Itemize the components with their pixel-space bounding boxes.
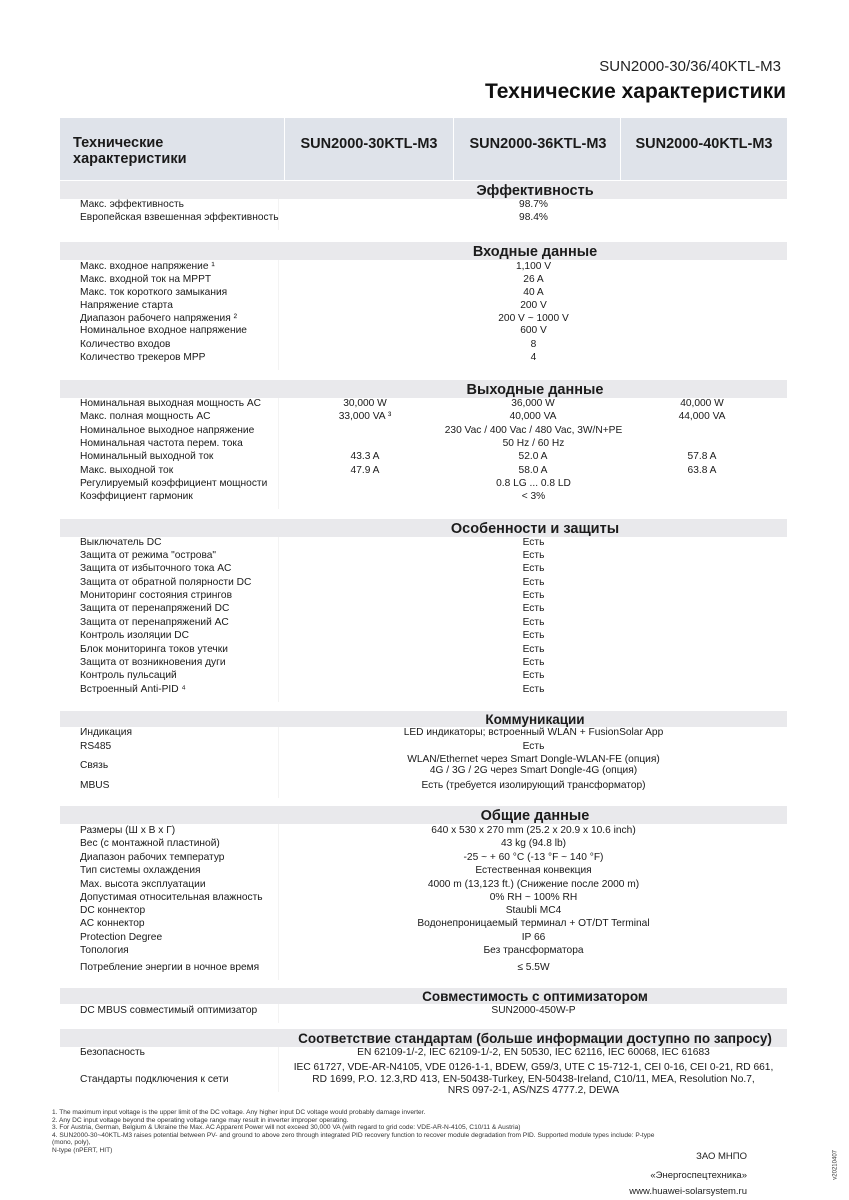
footnotes (52, 1109, 654, 1155)
spec-label: Защита от перенапряжений AC (80, 617, 229, 628)
spec-label: DC коннектор (80, 905, 146, 916)
spec-label: Коэффициент гармоник (80, 491, 193, 502)
spec-table-header (60, 118, 787, 180)
spec-value: 43 kg (94.8 lb) (500, 838, 567, 849)
section-title-efficiency: Эффективность (476, 183, 594, 199)
spec-value-v3: 40,000 W (680, 398, 724, 409)
spec-label: Мониторинг состояния стрингов (80, 590, 233, 601)
spec-value: EN 62109-1/-2, IEC 62109-1/-2, EN 50530, IEC 62116, IEC 60068, IEC 61683 (357, 1047, 710, 1058)
spec-label: Защита от режима "острова" (80, 550, 217, 561)
spec-value: Есть (522, 617, 545, 628)
spec-label: Европейская взвешенная эффективность (80, 212, 279, 223)
spec-value: Есть (требуется изолирующий трансформатор) (421, 780, 646, 791)
section-title-standards: Соответствие стандартам (больше информации доступно по запросу) (298, 1031, 772, 1046)
spec-label: Protection Degree (80, 932, 163, 943)
spec-label: Количество трекеров MPP (80, 352, 206, 363)
spec-label: Блок мониторинга токов утечки (80, 644, 228, 655)
spec-value-v2: 52.0 A (518, 451, 548, 462)
spec-value: 230 Vac / 400 Vac / 480 Vac, 3W/N+PE (444, 425, 623, 436)
spec-value-v1: 30,000 W (343, 398, 387, 409)
spec-value: Есть (522, 603, 545, 614)
spec-value: Есть (522, 657, 545, 668)
spec-label: Регулируемый коэффициент мощности (80, 478, 268, 489)
spec-value-v2: 36,000 W (511, 398, 555, 409)
spec-label: Встроенный Anti-PID ⁴ (80, 684, 186, 695)
spec-value: Есть (522, 644, 545, 655)
section-title-protection: Особенности и защиты (450, 521, 620, 537)
spec-value: Есть (522, 563, 545, 574)
spec-label: Макс. ток короткого замыкания (80, 287, 228, 298)
spec-label: RS485 (80, 741, 112, 752)
footnote: 3. For Austria, German, Belgium & Ukraine the Max. AC Apparent Power will not exceed 30,000 VA (with regard to grid code: VDE-AR-N-4105, C10/11 & Austria) (52, 1124, 521, 1132)
spec-value: 40 A (523, 287, 544, 298)
spec-label: Топология (80, 945, 129, 956)
spec-label: Защита от перенапряжений DC (80, 603, 230, 614)
spec-value-v2: 40,000 VA (509, 411, 557, 422)
spec-value: 600 V (520, 325, 547, 336)
spec-value: 98.7% (519, 199, 548, 210)
column-divider (278, 1047, 279, 1092)
spec-value-v1: 33,000 VA ³ (338, 411, 392, 422)
spec-label: Связь (80, 760, 109, 771)
section-title-communication: Коммуникации (485, 712, 585, 727)
spec-label: Номинальное выходное напряжение (80, 425, 255, 436)
spec-value: 50 Hz / 60 Hz (502, 438, 565, 449)
spec-label: MBUS (80, 780, 110, 791)
footnote: N-type (nPERT, HIT) (52, 1146, 113, 1154)
spec-value: ≤ 5.5W (517, 962, 550, 973)
spec-label: Безопасность (80, 1047, 145, 1058)
spec-label: Размеры (Ш x В x Г) (80, 825, 176, 836)
spec-label: Контроль пульсаций (80, 670, 177, 681)
section-title-input: Входные данные (472, 244, 598, 260)
column-divider (278, 537, 279, 702)
spec-value: Есть (522, 670, 545, 681)
spec-label: Макс. эффективность (80, 199, 184, 210)
page-title: Технические характеристики (484, 80, 786, 103)
model-subtitle: SUN2000-30/36/40KTL-M3 (599, 58, 781, 75)
spec-label: Защита от возникновения дуги (80, 657, 226, 668)
footnote: 2. Any DC input voltage beyond the operating voltage range may result in inverter improper operating. (52, 1116, 349, 1124)
spec-label: Тип системы охлаждения (80, 865, 201, 876)
spec-value: 4000 m (13,123 ft.) (Снижение после 2000 m) (427, 879, 640, 890)
spec-value: 200 V ~ 1000 V (498, 313, 569, 324)
spec-value-v3: 57.8 A (687, 451, 717, 462)
section-title-optimizer: Совместимость с оптимизатором (422, 989, 648, 1004)
spec-value: Есть (522, 684, 545, 695)
spec-value: Есть (522, 577, 545, 588)
spec-label: Выключатель DC (80, 537, 162, 548)
spec-value-v1: 47.9 A (350, 465, 380, 476)
spec-value: 26 A (523, 274, 544, 285)
spec-value: Есть (522, 630, 545, 641)
spec-label: Защита от обратной полярности DC (80, 577, 252, 588)
footer-brand: «Энергоспецтехника» (650, 1170, 747, 1181)
spec-value: Есть (522, 537, 545, 548)
spec-value: IP 66 (521, 932, 546, 943)
column-divider (278, 1004, 279, 1023)
spec-value: Есть (522, 590, 545, 601)
column-divider (278, 260, 279, 370)
spec-value-v3: 63.8 A (687, 465, 717, 476)
spec-value: Есть (522, 550, 545, 561)
spec-value: 98.4% (519, 212, 548, 223)
spec-value: 1,100 V (515, 261, 552, 272)
header-model-36: SUN2000-36KTL-M3 (469, 136, 607, 152)
spec-label: Диапазон рабочих температур (80, 852, 225, 863)
spec-label: Допустимая относительная влажность (80, 892, 263, 903)
spec-value: SUN2000-450W-P (491, 1005, 576, 1016)
spec-label: AC коннектор (80, 918, 145, 929)
header-model-30: SUN2000-30KTL-M3 (300, 136, 438, 152)
spec-value-v1: 43.3 A (350, 451, 380, 462)
spec-value: -25 ~ + 60 °C (-13 °F ~ 140 °F) (463, 852, 604, 863)
spec-value: 640 x 530 x 270 mm (25.2 x 20.9 x 10.6 inch) (431, 825, 636, 836)
spec-label: Номинальный выходной ток (80, 451, 214, 462)
spec-label: Макс. входной ток на MPPT (80, 274, 212, 285)
column-divider (278, 824, 279, 980)
spec-label: Макс. выходной ток (80, 465, 174, 476)
column-divider (278, 727, 279, 798)
spec-value: LED индикаторы; встроенный WLAN + FusionSolar App (403, 727, 664, 738)
spec-label: Max. высота эксплуатации (80, 879, 206, 890)
spec-label: Индикация (80, 727, 132, 738)
spec-value: Водонепроницаемый терминал + OT/DT Terminal (417, 918, 650, 929)
spec-label: Потребление энергии в ночное время (80, 962, 260, 973)
spec-value: Естественная конвекция (475, 865, 592, 876)
spec-value: Без трансформатора (483, 945, 584, 956)
spec-label: Стандарты подключения к сети (80, 1074, 229, 1085)
spec-value: 8 (530, 339, 537, 350)
spec-value-2: 4G / 3G / 2G через Smart Dongle-4G (опция) (429, 765, 638, 776)
spec-label: Макс. входное напряжение ¹ (80, 261, 215, 272)
spec-value: < 3% (521, 491, 546, 502)
footnote: 1. The maximum input voltage is the upper limit of the DC voltage. Any higher input DC voltage would probably damage inverter. (52, 1109, 426, 1116)
spec-label: DC MBUS совместимый оптимизатор (80, 1005, 258, 1016)
spec-label: Номинальная частота перем. тока (80, 438, 243, 449)
spec-label: Защита от избыточного тока AC (80, 563, 232, 574)
spec-value: 0.8 LG ... 0.8 LD (496, 478, 571, 489)
spec-label: Контроль изоляции DC (80, 630, 189, 641)
spec-value: Есть (522, 741, 545, 752)
spec-label: Номинальная выходная мощность AC (80, 398, 262, 409)
spec-value: 4 (530, 352, 537, 363)
footer-company: ЗАО МНПО (696, 1151, 747, 1162)
spec-value: 0% RH ~ 100% RH (489, 892, 578, 903)
column-divider (278, 398, 279, 509)
spec-label: Вес (с монтажной пластиной) (80, 838, 220, 849)
spec-label: Диапазон рабочего напряжения ² (80, 313, 237, 324)
spec-value-line: RD 1699, P.O. 12.3,RD 413, EN-50438-Turkey, EN-50438-Ireland, C10/11, MEA, Resolution No.7, (312, 1073, 755, 1085)
spec-value-v3: 44,000 VA (678, 411, 726, 422)
spec-value: WLAN/Ethernet через Smart Dongle-WLAN-FE (опция) (407, 754, 660, 765)
spec-value-line: IEC 61727, VDE-AR-N4105, VDE 0126-1-1, BDEW, G59/3, UTE C 15-712-1, CEI 0-16, CEI 0-21, RD 661, (293, 1062, 774, 1073)
version-code: v20210407 (833, 1150, 839, 1180)
spec-label: Напряжение старта (80, 300, 173, 311)
spec-value-line: NRS 097-2-1, AS/NZS 4777.2, DEWA (447, 1085, 620, 1096)
spec-value: 200 V (520, 300, 547, 311)
section-title-general: Общие данные (480, 808, 590, 824)
section-title-output: Выходные данные (466, 382, 604, 398)
footnote: 4. SUN2000-30~40KTL-M3 raises potential between PV- and ground to above zero through integrated PID recovery function to recover module degradation from PID. Supported module types include: P-type (52, 1131, 655, 1139)
spec-value: Staubli MC4 (505, 905, 562, 916)
spec-label: Макс. полная мощность AC (80, 411, 211, 422)
spec-label: Номинальное входное напряжение (80, 325, 247, 336)
header-label: Технические характеристики (73, 135, 187, 167)
footnote: (mono, poly), (52, 1139, 91, 1147)
spec-value-v2: 58.0 A (518, 465, 548, 476)
spec-label: Количество входов (80, 339, 171, 350)
footer-url[interactable]: www.huawei-solarsystem.ru (629, 1186, 747, 1197)
header-model-40: SUN2000-40KTL-M3 (635, 136, 773, 152)
